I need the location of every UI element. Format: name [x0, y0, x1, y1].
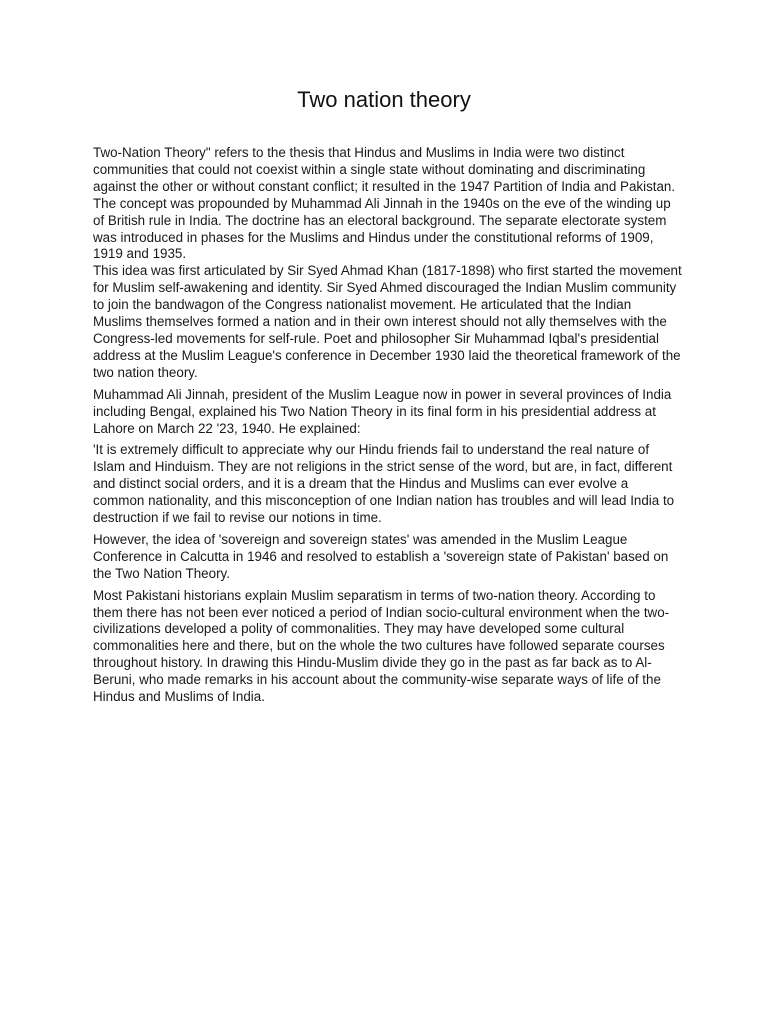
paragraph-concept: The concept was propounded by Muhammad Ali Jinnah in the 1940s on the eve of the winding up of British rule in India. The doctrine has an electoral background. The separate electorate system was introduced in phases for the Muslims and Hindus under the constitutional reforms of 1909, 1919 and 1935. — [93, 195, 671, 262]
document-body — [93, 145, 683, 706]
paragraph-sovereign: However, the idea of 'sovereign and sovereign states' was amended in the Muslim League Conference in Calcutta in 1946 and resolved to establish a 'sovereign state of Pakistan' based on the Two Nation Theory. — [93, 531, 669, 581]
paragraph-historians: Most Pakistani historians explain Muslim separatism in terms of two-nation theory. According to them there has not been ever noticed a period of Indian socio-cultural environment when the two-civilizations developed a polity of commonalities. They may have developed some cultural commonalities here and there, but on the whole the two cultures have followed separate courses throughout history. In drawing this Hindu-Muslim divide they go in the past as far back as to Al-Beruni, who made remarks in his account about the community-wise separate ways of life of the Hindus and Muslims of India. — [93, 587, 670, 705]
paragraph-definition: Two-Nation Theory" refers to the thesis that Hindus and Muslims in India were two distinct communities that could not coexist within a single state without dominating and discriminating against the other or without constant conflict; it resulted in the 1947 Partition of India and Pakistan. — [93, 145, 676, 194]
paragraph-jinnah: Muhammad Ali Jinnah, president of the Muslim League now in power in several provinces of India including Bengal, explained his Two Nation Theory in its final form in his presidential address at Lahore on March 22 '23, 1940. He explained: — [93, 386, 672, 436]
paragraph-quote: 'It is extremely difficult to appreciate why our Hindu friends fail to understand the real nature of Islam and Hinduism. They are not religions in the strict sense of the word, but are, in fact, different and distinct social orders, and it is a dream that the Hindus and Muslims can ever evolve a common nationality, and this misconception of one Indian nation has troubles and will lead India to destruction if we fail to revise our notions in time. — [93, 442, 675, 526]
paragraph-origin: This idea was first articulated by Sir Syed Ahmad Khan (1817-1898) who first started the movement for Muslim self-awakening and identity. Sir Syed Ahmed discouraged the Indian Muslim community to join the bandwagon of the Congress nationalist movement. He articulated that the Indian Muslims themselves formed a nation and in their own interest should not ally themselves with the Congress-led movements for self-rule. Poet and philosopher Sir Muhammad Iqbal's presidential address at the Muslim League's conference in December 1930 laid the theoretical framework of the two nation theory. — [93, 263, 682, 380]
document-title: Two nation theory — [297, 87, 471, 112]
